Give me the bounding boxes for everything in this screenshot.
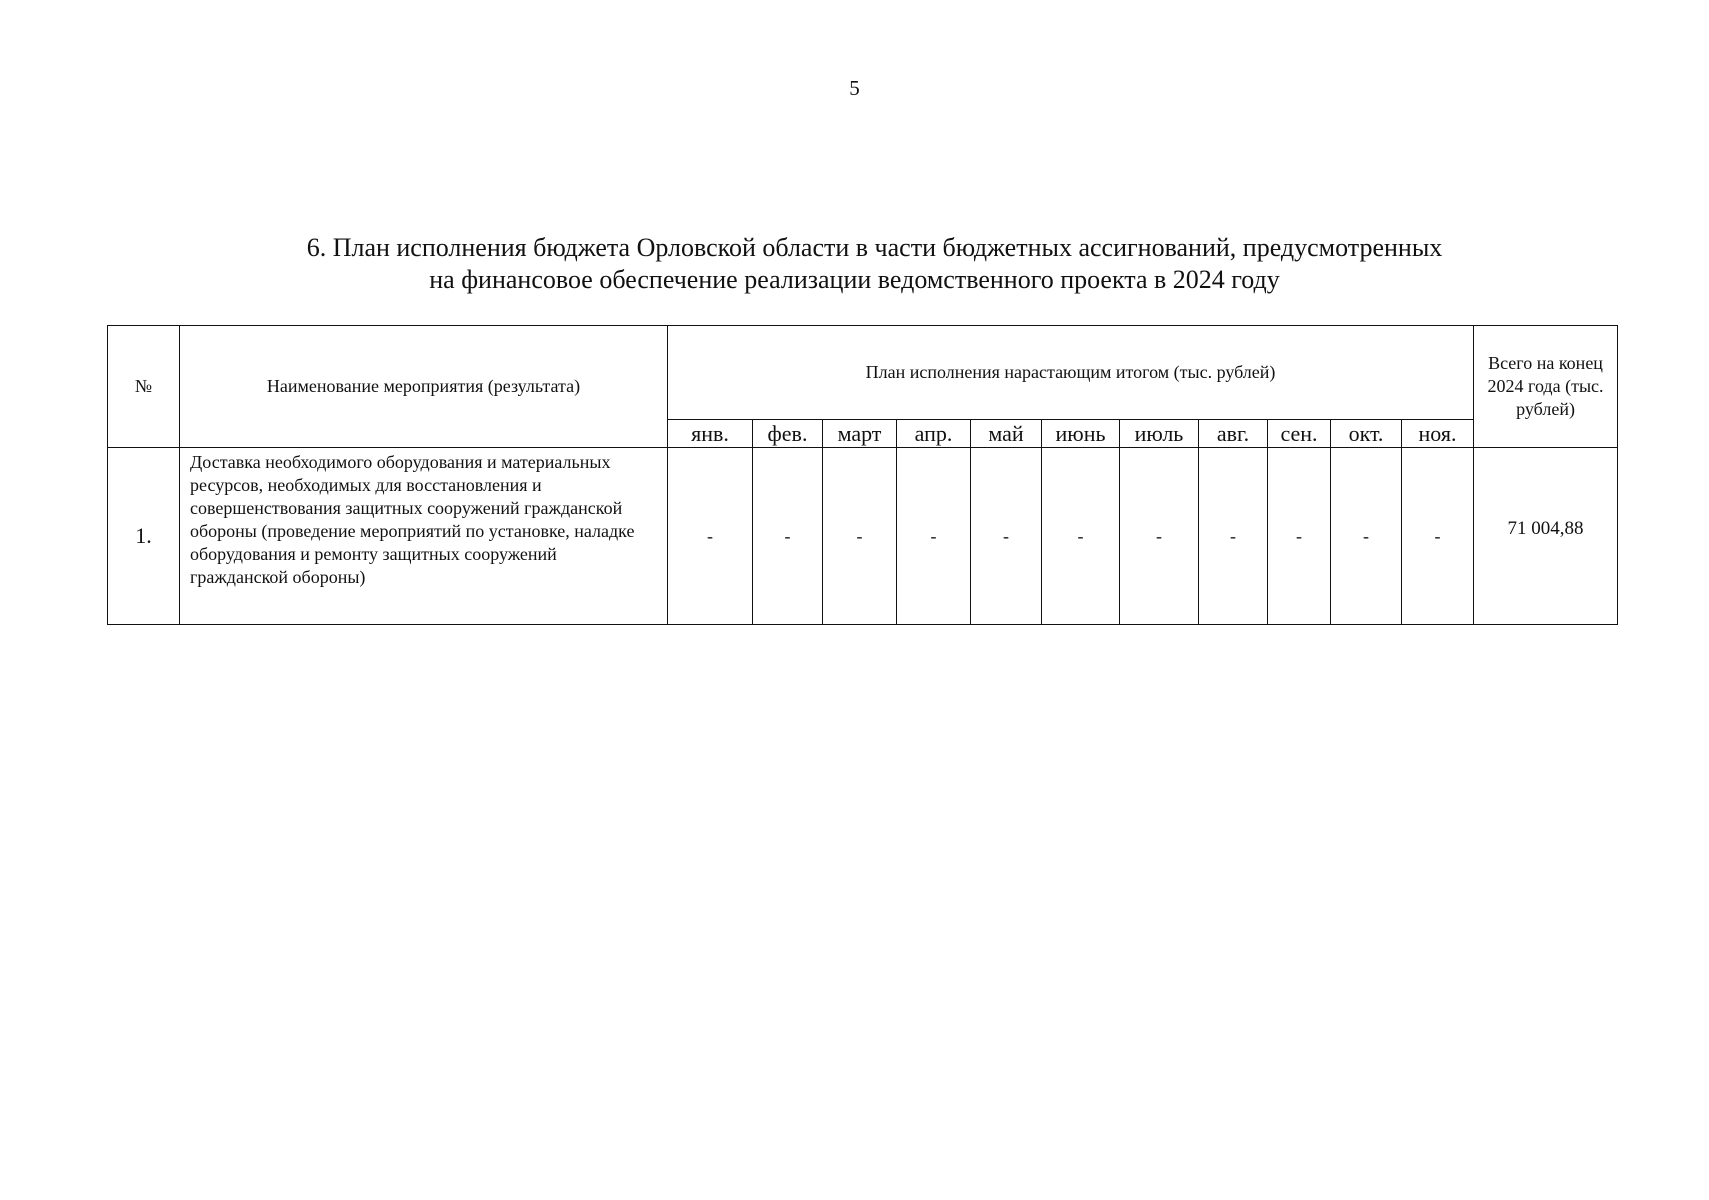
table-header-row: [108, 326, 1618, 420]
header-num: №: [108, 326, 180, 448]
header-total: Всего на конец 2024 года (тыс. рублей): [1474, 326, 1618, 448]
month-value: -: [1120, 448, 1199, 625]
month-value: -: [1402, 448, 1474, 625]
month-header: сен.: [1268, 420, 1331, 448]
month-value: -: [1199, 448, 1268, 625]
title-line-2: на финансовое обеспечение реализации ведомственного проекта в 2024 году: [429, 265, 1280, 294]
month-header: март: [823, 420, 897, 448]
month-value: -: [1268, 448, 1331, 625]
month-header: июнь: [1042, 420, 1120, 448]
month-value: -: [897, 448, 971, 625]
month-header: май: [971, 420, 1042, 448]
month-value: -: [971, 448, 1042, 625]
month-header: июль: [1120, 420, 1199, 448]
budget-plan-table: [107, 325, 1618, 625]
month-header: окт.: [1331, 420, 1402, 448]
header-name: Наименование мероприятия (результата): [180, 326, 668, 448]
month-header: фев.: [753, 420, 823, 448]
row-total: 71 004,88: [1474, 448, 1618, 625]
document-title: [0, 232, 1709, 296]
title-line-1: 6. План исполнения бюджета Орловской области в части бюджетных ассигнований, предусмотренных: [306, 233, 1443, 262]
row-name: Доставка необходимого оборудования и материальных ресурсов, необходимых для восстановления и совершенствования защитных сооружений гражданской обороны (проведение мероприятий по установке, наладке оборудования и ремонту защитных сооружений гражданской обороны): [180, 448, 668, 625]
table-row: [108, 448, 1618, 625]
page-number: 5: [849, 76, 860, 100]
month-header: янв.: [668, 420, 753, 448]
row-num: 1.: [108, 448, 180, 625]
month-header: ноя.: [1402, 420, 1474, 448]
month-header: авг.: [1199, 420, 1268, 448]
header-plan: План исполнения нарастающим итогом (тыс. рублей): [668, 326, 1474, 420]
month-value: -: [668, 448, 753, 625]
month-value: -: [1042, 448, 1120, 625]
month-value: -: [1331, 448, 1402, 625]
month-value: -: [753, 448, 823, 625]
month-value: -: [823, 448, 897, 625]
month-header: апр.: [897, 420, 971, 448]
